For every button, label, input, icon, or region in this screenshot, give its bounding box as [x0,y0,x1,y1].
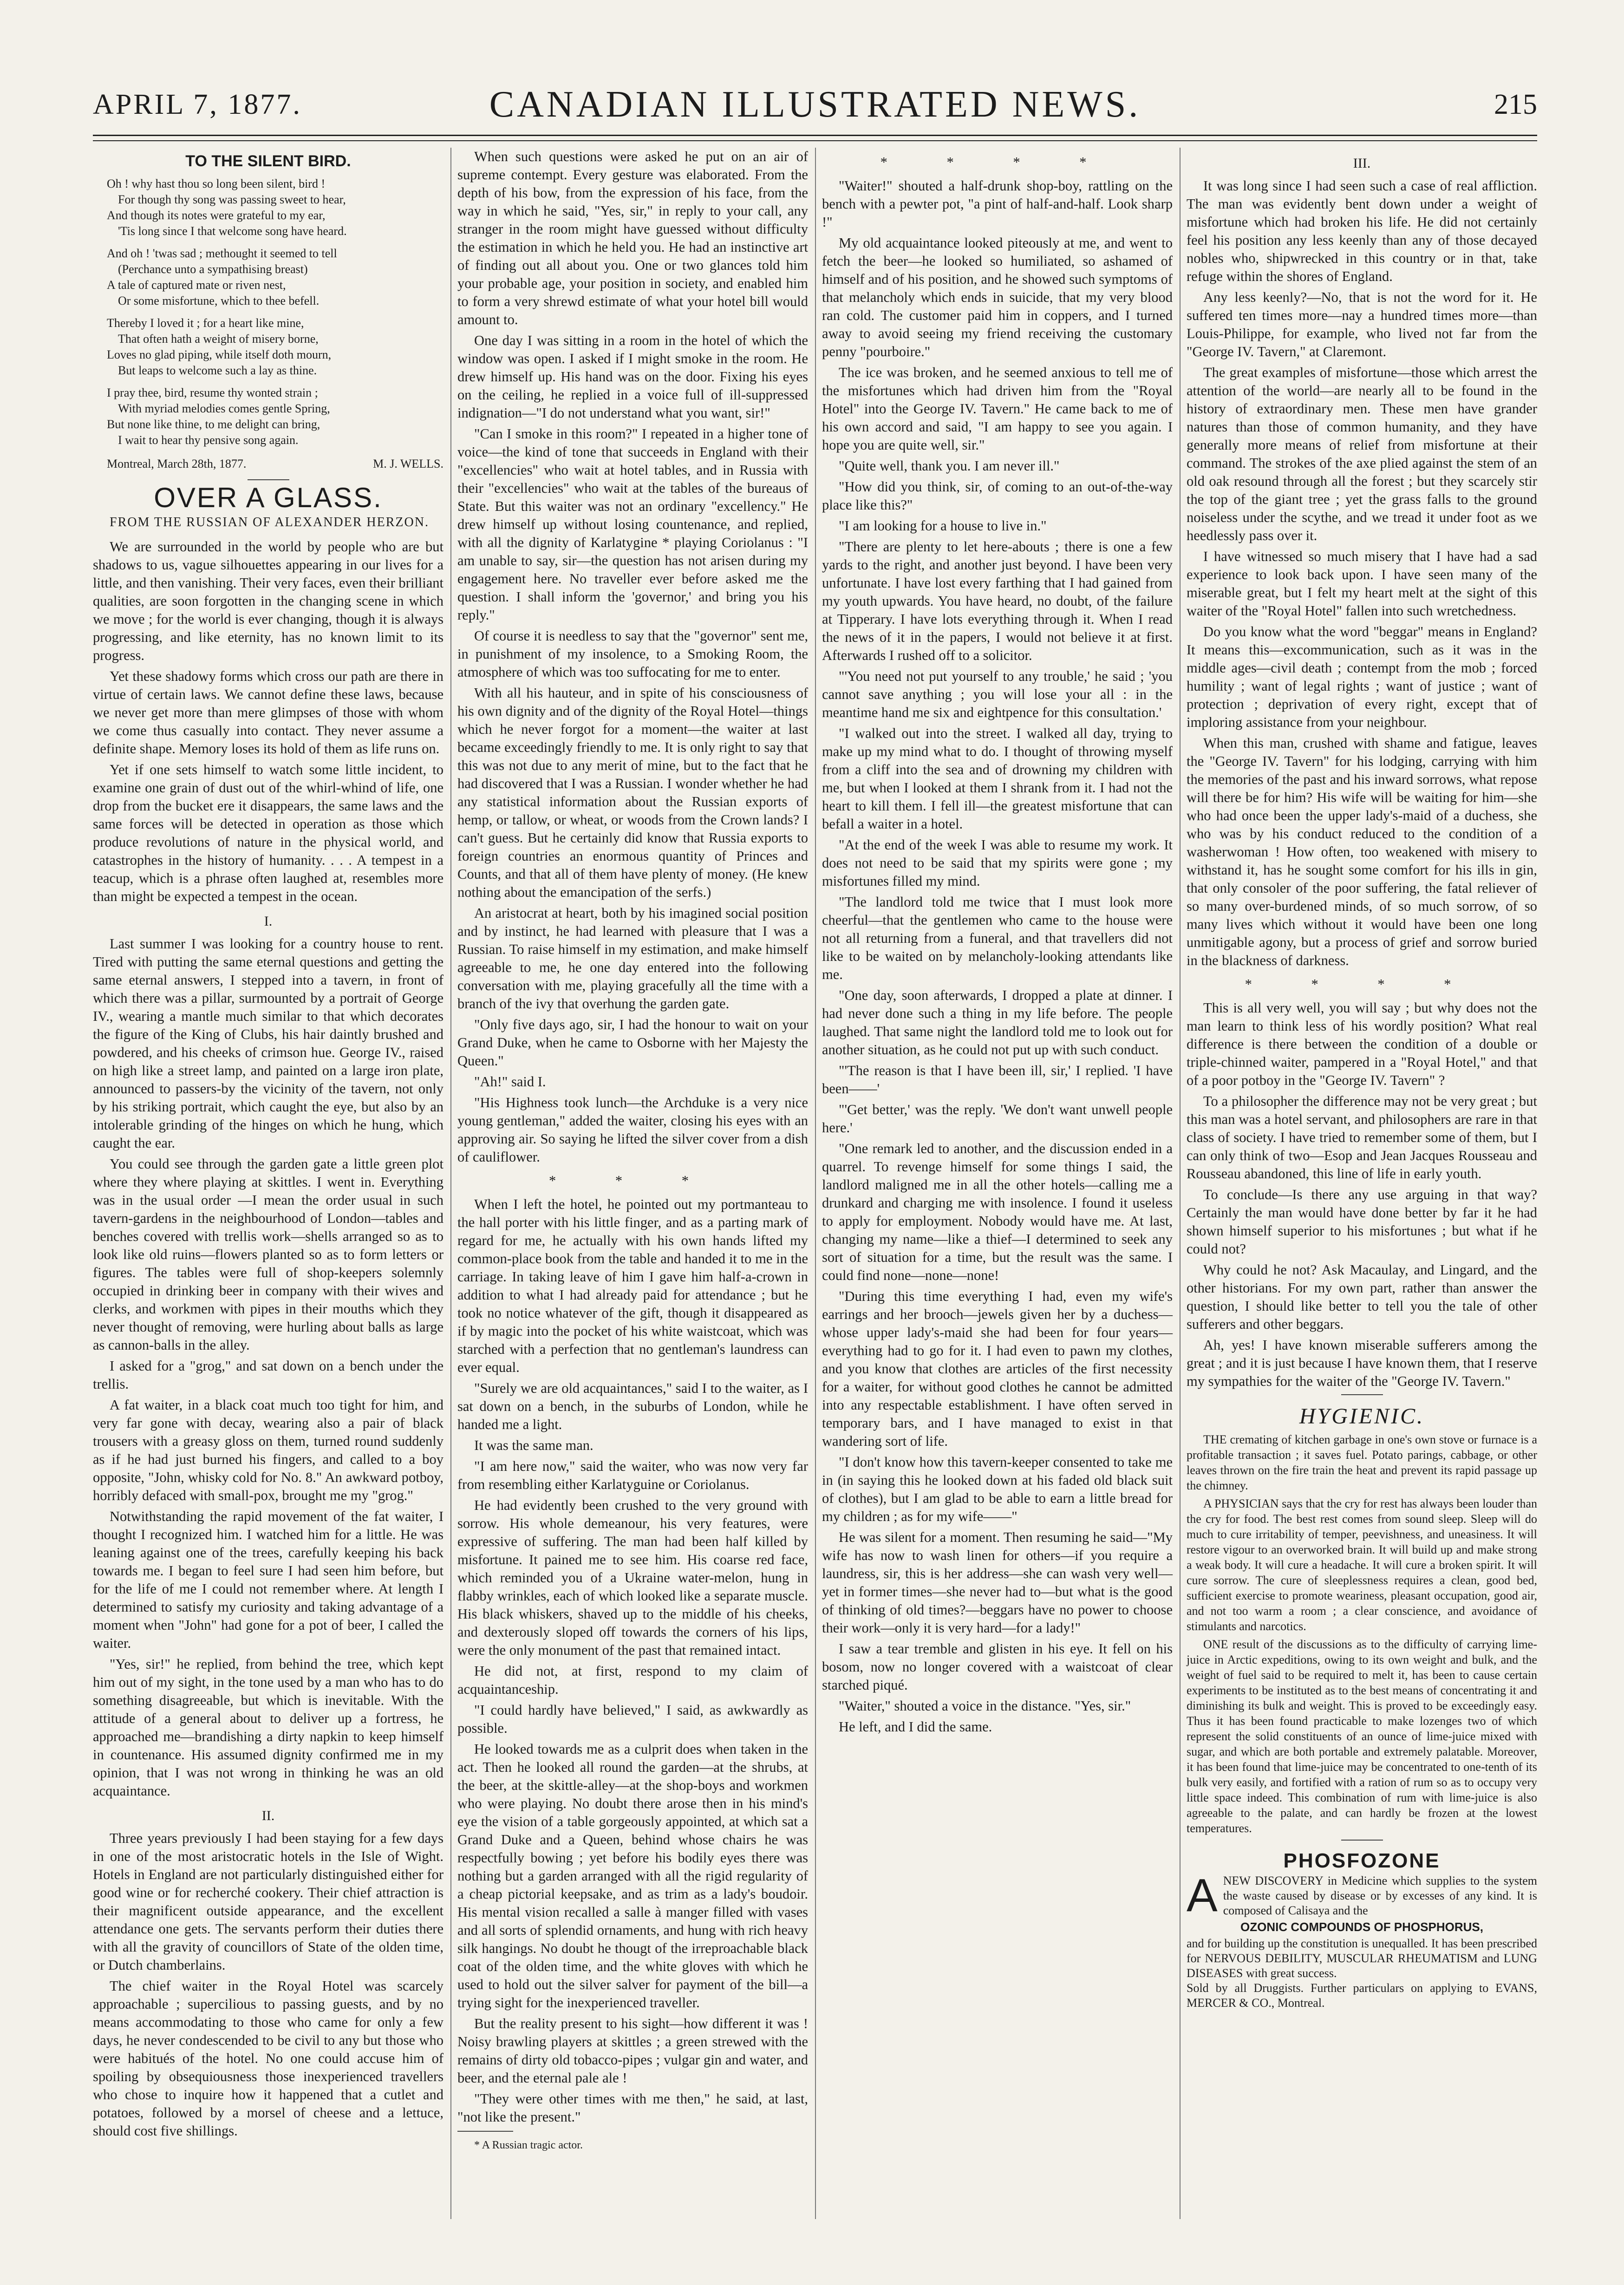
paragraph: "The landlord told me twice that I must look more cheerful—that the gentlemen who came to the house were not all returning from a funeral, and that travellers did not like to be waited on by melancholy-looking attendants like me. [822,894,1173,982]
poem-line: And oh ! 'twas sad ; methought it seemed to tell [107,247,337,260]
paragraph: With all his hauteur, and in spite of his consciousness of his own dignity and of the dignity of the Royal Hotel—things which he never forgot for a moment—the waiter at last became exceedingly friendly to me. It is only right to say that this was not due to any merit of mine, but to the fact that he had discovered that I was a Russian. I wonder whether he had any statistical information about the Russian exports of hemp, or tallow, or wheat, or woods from the Crown lands? I can't guess. But he certainly did know that Russia exports to foreign countries an enormous quantity of Princes and Counts, and that all of them have plenty of money. (He knew nothing about the emancipation of the serfs.) [457,685,808,900]
story-part-2-cont [457,148,808,1166]
paragraph: Yet if one sets himself to watch some little incident, to examine one grain of dust out of the whirl-whind of life, one drop from the bucket ere it disappears, the same laws and the same forces will be detected in operation as those which produce revolutions of nature in the physical world, and catastrophes in the history of humanity. . . . A tempest in a teacup, which is a phrase often laughed at, resembles more than might be expected a tempest in the ocean. [93,762,444,904]
section-break: * * * * [880,154,1115,170]
part-2-label: II. [261,1808,275,1823]
newspaper-title: CANADIAN ILLUSTRATED NEWS. [489,84,1141,125]
paragraph: "I could hardly have believed," I said, as awkwardly as possible. [457,1702,808,1736]
header-rule [93,135,1537,136]
section-divider [248,479,289,480]
paragraph: ONE result of the discussions as to the difficulty of carrying lime-juice in Arctic expeditions, owing to its own weight and bulk, and the weight of fuel said to be required to melt it, has been to cause certain experiments to be instituted as to the best means of concentrating it and diminishing its bulk and weight. This is proved to be exceedingly easy. Thus it has been found practicable to make lozenges two of which represent the solid constituents of an ounce of lime-juice mixed with sugar, and which are both portable and extremely palatable. Moreover, it has been found that lime-juice may be concentrated to one-tenth of its bulk very easily, and fortified with a ration of rum so as to occupy very little space indeed. This combination of rum with lime-juice is also agreeable to the palate, and can hardly be frozen at the lowest temperatures. [1187,1638,1537,1835]
story-part-2-start [93,1829,444,2140]
section-divider [1341,1840,1383,1841]
section-break: * * * * [1245,976,1479,992]
paragraph: "They were other times with me then," he said, at last, "not like the present." [457,2091,808,2125]
poem-line: Oh ! why hast thou so long been silent, bird ! [107,177,326,190]
paragraph: The ice was broken, and he seemed anxious to tell me of the misfortunes which had driven him from the "Royal Hotel" into the George IV. Tavern." He came back to me of his own accord and said, "I am happy to see you again. I hope you are quite well, sir." [822,365,1173,453]
advert-body: and for building up the constitution is unequalled. It has been prescribed for NERVOUS DEBILITY, MUSCULAR RHEUMATISM and LUNG DISEASES with great success. [1187,1937,1537,1980]
story-part-2c [822,177,1173,1736]
paragraph: Do you know what the word "beggar" means in England? It means this—excommunication, such as it was in the middle ages—civil death ; contempt from the mob ; forced humility ; want of legal rights ; want of justice ; want of protection ; deprivation of every right, except that of imploring assistance from your neighbour. [1187,624,1537,730]
advert-title: PHOSFOZONE [1283,1849,1441,1872]
paragraph: When this man, crushed with shame and fatigue, leaves the "George IV. Tavern" for his lodging, carrying with him the memories of the past and his inward sorrows, what repose will there be for him? His wife will be waiting for him—she who had once been the upper lady's-maid of a duchess, she who was by his conduct reduced to the condition of a washerwoman ! How often, too weakened with misery to withstand it, has he sought some comfort for his ills in gin, that only consoler of the poor suffering, the fatal reliever of so many over-burdened minds, of so much sorrow, of so many lives which without it would have been one long unmitigable agony, but a process of grief and sorrow buried in the blackness of darkness. [1187,735,1537,968]
poem-line: (Perchance unto a sympathising breast) [118,262,308,276]
poem-line: For though thy song was passing sweet to hear, [118,193,346,206]
column-4 [1187,148,1537,2011]
poem-place-date: Montreal, March 28th, 1877. [107,457,247,470]
paragraph: He had evidently been crushed to the very ground with sorrow. His whole demeanour, his very features, were expressive of suffering. The man had been half killed by misfortune. It pained me to see him. His coarse red face, which reminded you of a Ukraine water-melon, hung in flabby wrinkles, each of which looked like a separate muscle. His black whiskers, shaved up to the middle of his cheeks, and dexterously sloped off towards the corners of his lips, were the only monument of the past that remained intact. [457,1497,808,1658]
poem-line: Thereby I loved it ; for a heart like mine, [107,316,304,330]
paragraph: "One remark led to another, and the discussion ended in a quarrel. To revenge himself for some things I said, the landlord maligned me in all the other hotels—calling me a drunkard and charging me with insolence. I found it useless to apply for employment. Nobody would have me. At last, changing my name—like a thief—I determined to seek any sort of situation for a time, but the result was the same. I could find none—none—none! [822,1141,1173,1283]
paragraph: "One day, soon afterwards, I dropped a plate at dinner. I had never done such a thing in my life before. The people laughed. That same night the landlord told me to look out for another situation, as he could not put up with such conduct. [822,987,1173,1058]
advert-contact: Sold by all Druggists. Further particulars on applying to EVANS, MERCER & CO., Montreal. [1187,1981,1537,2010]
poem-stanza [107,246,444,309]
paragraph: One day I was sitting in a room in the hotel of which the window was open. I asked if I might smoke in the room. He drew himself up. His hand was on the door. Fixing his eyes on the ceiling, he replied in a voice full of ill-suppressed indignation—"I do not understand what you want, sir!" [457,333,808,421]
poem-stanza [107,315,444,379]
footnote-rule [457,2131,513,2132]
page-number: 215 [1494,89,1537,120]
column-3 [822,148,1173,1739]
paragraph: Why could he not? Ask Macaulay, and Lingard, and the other historians. For my own part, rather than answer the question, I should like better to tell you the tale of other sufferers and other beggars. [1187,1262,1537,1332]
paragraph: "At the end of the week I was able to resume my work. It does not need to be said that my spirits were gone ; my misfortunes filled my mind. [822,837,1173,889]
paragraph: "Waiter," shouted a voice in the distance. "Yes, sir." [839,1698,1131,1714]
advert-intro-block [1187,1869,1537,1921]
paragraph: An aristocrat at heart, both by his imagined social position and by instinct, he had learned with pleasure that I was a Russian. To raise himself in my estimation, and make himself agreeable to me, he one day entered into the following conversation with me, playing gracefully all the time with a branch of the ivy that overhung the garden gate. [457,905,808,1012]
poem-line: That often hath a weight of misery borne, [118,332,319,346]
paragraph: "There are plenty to let here-abouts ; there is one a few yards to the right, and another just beyond. I have been very unfortunate. I have lost every farthing that I had gained from my youth upwards. You have heard, no doubt, of the failure at Tipperary. I have lots everything through it. When I read the news of it in the papers, I would not believe it at first. Afterwards I rushed off to a solicitor. [822,539,1173,663]
paragraph: Yet these shadowy forms which cross our path are there in virtue of certain laws. We cannot define these laws, because we never get more than mere glimpses of those with whom we come thus casually into contact. They never assume a definite shape. Memory loses its hold of them as life runs on. [93,668,444,757]
paragraph: It was the same man. [474,1437,594,1453]
paragraph: To conclude—Is there any use arguing in that way? Certainly the man would have done better by far it he had shown himself superior to his misfortunes ; but what if he could not? [1187,1187,1537,1257]
hygienic-items [1187,1432,1537,1836]
paragraph: "Yes, sir!" he replied, from behind the tree, which kept him out of my sight, in the tone used by a man who has to do something disagreeable, but which is inevitable. With the attitude of a general about to deliver up a fortress, he approached me—brandishing a dirty napkin to keep himself in countenance. His assumed dignity confirmed me in my opinion, that I was not wrong in thinking he was an old acquaintance. [93,1656,444,1799]
paragraph: "Only five days ago, sir, I had the honour to wait on your Grand Duke, when he came to Osborne with her Majesty the Queen." [457,1017,808,1069]
paragraph: "I walked out into the street. I walked all day, trying to make up my mind what to do. I thought of throwing myself from a cliff into the sea and of drowning my children with me, but when I looked at them I shrank from it. I had not the heart to kill them. I fell ill—the greatest misfortune that can befall a waiter in a hotel. [822,725,1173,832]
paragraph: THE cremating of kitchen garbage in one's own stove or furnace is a profitable transaction ; it saves fuel. Potato parings, cabbage, or other leaves thrown on the fire train the heat and prevent its rapid passage up the chimney. [1187,1433,1537,1492]
footnote: * A Russian tragic actor. [474,2139,583,2151]
poem-body [93,176,444,448]
paragraph: "During this time everything I had, even my wife's earrings and her brooch—jewels given her by a duchess—whose upper lady's-maid she had been for four years—everything had to go for it. I had even to pawn my clothes, and you know that clothes are articles of the first necessity for a waiter, for without good clothes he cannot be admitted into any respectable establishment. I have often served in temporary bars, and I have managed to exist in that wandering sort of life. [822,1288,1173,1449]
paragraph: We are surrounded in the world by people who are but shadows to us, vague silhouettes appearing in our lives for a little, and then vanishing. Their very faces, even their brilliant qualities, are soon forgotten in the changing scene in which we move ; for the world is ever changing, though it is always progressing, and like eternity, has no known limit to its progress. [93,539,444,663]
poem-line: With myriad melodies comes gentle Spring, [118,402,330,415]
story-title: OVER A GLASS. [154,482,383,513]
paragraph: This is all very well, you will say ; but why does not the man learn to think less of his wordly position? What real difference is there between the condition of a double or triple-chinned waiter, pampered in a "Royal Hotel," and that of a poor potboy in the "George IV. Tavern" ? [1187,1000,1537,1088]
poem-stanza [107,385,444,448]
header-rule-thin [93,140,1537,141]
paragraph: "'The reason is that I have been ill, sir,' I replied. 'I have been——' [822,1063,1173,1097]
story-part-2b [457,1195,808,2126]
paragraph: A PHYSICIAN says that the cry for rest has always been louder than the cry for food. The best rest comes from sound sleep. Sleep will do much to cure irritability of temper, peevishness, and uneasiness. It will restore vigour to an overworked brain. It will build up and make strong a weak body. It will cure a headache. It will cure a broken spirit. It will cure sorrow. The cure of sleeplessness requires a clean, good bed, sufficient exercise to promote weariness, pleasant occupation, good air, and not too warm a room ; a clear conscience, and avoidance of stimulants and narcotics. [1187,1497,1537,1633]
paragraph: My old acquaintance looked piteously at me, and went to fetch the beer—he looked so humiliated, so ashamed of himself and of his position, and he showed such symptoms of that melancholy which ends in suicide, that my very blood ran cold. The customer paid him in coppers, and I turned away to avoid seeing my friend receiving the customary penny "pourboire." [822,235,1173,359]
paragraph: He looked towards me as a culprit does when taken in the act. Then he looked all round the garden—at the shrubs, at the beer, at the skittle-alley—at the shop-boys and workmen who were playing. No doubt there arose then in his mind's eye the vision of a table gorgeously appointed, at which sat a Grand Duke and a Queen, behind whose chairs he was respectfully bowing ; yet before his bodily eyes there was nothing but a garden arranged with all the rigid regularity of a cheap pictorial keepsake, and as trim as a lady's boudoir. His mental vision recalled a salle à manger filled with vases and all sorts of splendid ornaments, and hung with rich heavy silk hangings. No doubt he thougt of the irreproachable black coat of the olden time, and the white gloves with which he used to hold out the silver salver for payment of the bill—a trying sight for the inexperienced traveller. [457,1741,808,2011]
paragraph: When I left the hotel, he pointed out my portmanteau to the hall porter with his little finger, and as a parting mark of regard for me, he actually with his own hands lifted my common-place book from the table and handed it to me in the carriage. In taking leave of him I gave him half-a-crown in addition to what I had already paid for attendance ; but he took no notice whatever of the gift, though it disappeared as if by magic into the pocket of his white waistcoat, which was starched with a perfection that no gentleman's laundress can ever equal. [457,1196,808,1375]
paragraph: Ah, yes! I have known miserable sufferers among the great ; and it is just because I have known them, that I reserve my sympathies for the waiter of the "George IV. Tavern." [1187,1337,1537,1389]
paragraph: "Can I smoke in this room?" I repeated in a higher tone of voice—the kind of tone that succeeds in England with their "excellencies" who wait at hotel tables, and in Russia with their "excellencies" who wait at the tables of the bureaus of State. But this waiter was not an ordinary "excellency." He drew himself up without losing countenance, and replied, with all the dignity of Karlatygine * playing Coriolanus : "I am unable to say, sir—the question has not arisen during my engagement here. No traveller ever before asked me the question. I shall inform the 'governor,' and bring you his reply." [457,426,808,623]
story-byline: FROM THE RUSSIAN OF ALEXANDER HERZON. [110,515,429,529]
poem-author: M. J. WELLS. [373,457,444,470]
paragraph: It was long since I had seen such a case of real affliction. The man was evidently bent down under a weight of misfortune which had broken his life. He did not certainly feel his position any less keenly than any of those decayed nobles who, shipwrecked in this country or in that, take refuge within the shores of England. [1187,178,1537,284]
advert-product: OZONIC COMPOUNDS OF PHOSPHORUS, [1240,1920,1483,1934]
part-3-label: III. [1353,156,1371,171]
poem-line: 'Tis long since I that welcome song have heard. [118,224,347,238]
paragraph: Notwithstanding the rapid movement of the fat waiter, I thought I recognized him. I watched him for a little. He was leaning against one of the trees, carefully keeping his back towards me. I began to feel sure I had seen him before, but for the life of me I could not remember where. At length I determined to satisfy my curiosity and taking advantage of a moment when "John" had gone for a pot of beer, I called the waiter. [93,1508,444,1651]
poem-line: A tale of captured mate or riven nest, [107,278,286,292]
masthead [93,79,1537,130]
paragraph: "I am here now," said the waiter, who was now very far from resembling either Karlatyguine or Coriolanus. [457,1458,808,1492]
paragraph: But the reality present to his sight—how different it was ! Noisy brawling players at skittles ; a green strewed with the remains of dirty old tobacco-pipes ; vulgar gin and water, and beer, and the eternal pale ale ! [457,2016,808,2086]
paragraph: Any less keenly?—No, that is not the word for it. He suffered ten times more—nay a hundred times more—than Louis-Philippe, for example, who lived not far from the "George IV. Tavern," at Claremont. [1187,289,1537,359]
advert-drop-cap: A [1187,1869,1218,1921]
story-part-3b [1187,999,1537,1391]
paragraph: "'Get better,' was the reply. 'We don't want unwell people here.' [822,1102,1173,1136]
paragraph: The great examples of misfortune—those which arrest the attention of the world—are nearly all to be found in the history of extraordinary men. These men have grander natures than those of common humanity, and they have generally more means of relief from misfortune at their command. The strokes of the axe plied against the stem of an old oak resound through all the forest ; but they scarcely stir the top of the giant tree ; yet the grass falls to the ground noiseless under the scythe, and we tread it under foot as we heedlessly pass over it. [1187,365,1537,543]
paragraph: He was silent for a moment. Then resuming he said—"My wife has now to wash linen for others—if you require a laundress, sir, this is her address—she can wash very well—yet in former times—she never had to—but what is the good of thinking of old times?—beggars have no power to choose their work—only it is very hard—for a lady!" [822,1529,1173,1636]
paragraph: "His Highness took lunch—the Archduke is a very nice young gentleman," added the waiter, closing his eyes with an approving air. So saying he lifted the silver cover from a dish of cauliflower. [457,1095,808,1165]
poem-signoff [107,455,444,473]
paragraph: He did not, at first, respond to my claim of acquaintanceship. [457,1663,808,1697]
poem-line: Loves no glad piping, while itself doth mourn, [107,348,332,361]
phosfozone-advert [1187,1849,1537,2011]
paragraph: "How did you think, sir, of coming to an out-of-the-way place like this?" [822,479,1173,513]
poem-line: Or some misfortune, which to thee befell. [118,294,320,307]
paragraph: Three years previously I had been staying for a few days in one of the most aristocratic hotels in the Isle of Wight. Hotels in England are not particularly distinguished either for good wine or for recherché cookery. Their chief attraction is their magnificent outside appearance, and the excellent attendance one gets. The servants perform their duties there with all the gravity of councillors of State of the olden time, or Dutch chamberlains. [93,1830,444,1973]
story-part-3 [1187,177,1537,970]
poem-line: I pray thee, bird, resume thy wonted strain ; [107,386,318,399]
column-2 [457,148,808,2154]
issue-date: APRIL 7, 1877. [93,89,302,120]
poem-line: And though its notes were grateful to my ear, [107,209,326,222]
paragraph: A fat waiter, in a black coat much too tight for him, and very far gone with decay, wearing also a pair of black trousers with a greasy gloss on them, turned round suddenly as if he had just burned his fingers, and called to a boy opposite, "John, whisky cold for No. 8." An awkward potboy, horribly defaced with small-pox, brought me my "grog." [93,1397,444,1503]
paragraph: Last summer I was looking for a country house to rent. Tired with putting the same eternal questions and getting the same eternal answers, I stepped into a tavern, in front of which there was a pillar, surmounted by a portrait of George IV., wearing a mantle much similar to that which decorates the figure of the King of Clubs, his hair daintly brushed and powdered, and his cheeks of crimson hue. George IV., raised on high like a street lamp, and painted on a large iron plate, announced to passers-by the vicinity of the tavern, not only by his striking portrait, which caught the eye, but also by an intolerable grinding of the hinges on which he hung, which caught the ear. [93,936,444,1151]
paragraph: Of course it is needless to say that the "governor" sent me, in punishment of my insolence, to a Smoking Room, the atmosphere of which was too suffocating for me to enter. [457,628,808,680]
section-divider [1341,1394,1383,1395]
column-divider [450,148,451,2219]
hygienic-title: HYGIENIC. [1299,1404,1425,1429]
paragraph: I asked for a "grog," and sat down on a bench under the trellis. [93,1358,444,1392]
paragraph: "Ah!" said I. [474,1074,546,1090]
paragraph: "Quite well, thank you. I am never ill." [839,458,1060,474]
story-intro [93,538,444,906]
paragraph: When such questions were asked he put on an air of supreme contempt. Every gesture was elaborated. From the depth of his bow, from the expression of his face, from the way in which he said, "Yes, sir," in reply to your call, any stranger in the room might have guessed without difficulty the estimation in which he held you. He had an instinctive art of finding out all about you. One or two glances told him your probable age, your position in society, and enabled him to form a very shrewd estimate of what your hotel bill would amount to. [457,149,808,327]
paragraph: He left, and I did the same. [839,1719,992,1735]
paragraph: The chief waiter in the Royal Hotel was scarcely approachable ; supercilious to passing guests, and by no means accommodating to those who came for only a few days, he never condescended to be civil to any but those who were habitués of the hotel. No one could accuse him of spoiling by obsequiousness those inexperienced travellers who chose to inquire how it happened that a cutlet and potatoes, followed by a morsel of cheese and a lettuce, should cost five shillings. [93,1978,444,2139]
paragraph: "I am looking for a house to live in." [839,518,1047,534]
column-divider [815,148,816,2219]
paragraph: I have witnessed so much misery that I have had a sad experience to look back upon. I have seen many of the miserable great, but I felt my heart melt at the sight of this waiter of the "Royal Hotel" fallen into such wretchedness. [1187,548,1537,619]
column-1 [93,148,444,2143]
section-break: * * * [549,1173,717,1188]
paragraph: "Surely we are old acquaintances," said I to the waiter, as I sat down on a bench, in the suburbs of London, while he handed me a light. [457,1380,808,1432]
paragraph: "Waiter!" shouted a half-drunk shop-boy, rattling on the bench with a pewter pot, "a pint of half-and-half. Look sharp !" [822,178,1173,230]
poem-line: But leaps to welcome such a lay as thine. [118,364,317,377]
advert-intro: NEW DISCOVERY in Medicine which supplies to the system the waste caused by disease or by excesses of any kind. It is composed of Calisaya and the [1223,1874,1537,1917]
story-part-1 [93,935,444,1800]
part-1-label: I. [264,914,273,929]
paragraph: "'You need not put yourself to any trouble,' he said ; 'you cannot save anything ; you will lose your all : in the meantime hand me six and eightpence for this consultation.' [822,668,1173,720]
paragraph: I saw a tear tremble and glisten in his eye. It fell on his bosom, now no longer covered with a waistcoat of clear starched piqué. [822,1641,1173,1693]
paragraph: You could see through the garden gate a little green plot where they where playing at skittles. I went in. Everything was in the usual order —I mean the order usual in such tavern-gardens in the neighbourhood of London—tables and benches covered with trellis work—shells arranged so as to look like old ruins—flowers planted so as to form letters or figures. The tables were full of shop-keepers solemnly occupied in drinking beer in company with their wives and clerks, and workmen with pipes in their mouths which they never thought of removing, were hurling about balls as large as cannon-balls in the alley. [93,1156,444,1353]
paragraph: "I don't know how this tavern-keeper consented to take me in (in saying this he looked down at his faded old black suit of clothes), but I am glad to be able to earn a little bread for my children ; as for my wife——" [822,1454,1173,1524]
paragraph: To a philosopher the difference may not be very great ; but this man was a hotel servant, and philosophers are rare in that class of society. I have tried to remember some of them, but I can only think of two—Esop and Jean Jacques Rousseau and Rousseau abandoned, this line of life in early youth. [1187,1093,1537,1182]
poem-stanza [107,176,444,239]
poem-title: TO THE SILENT BIRD. [185,152,351,170]
poem-line: But none like thine, to me delight can bring, [107,418,320,431]
poem-line: I wait to hear thy pensive song again. [118,433,299,447]
